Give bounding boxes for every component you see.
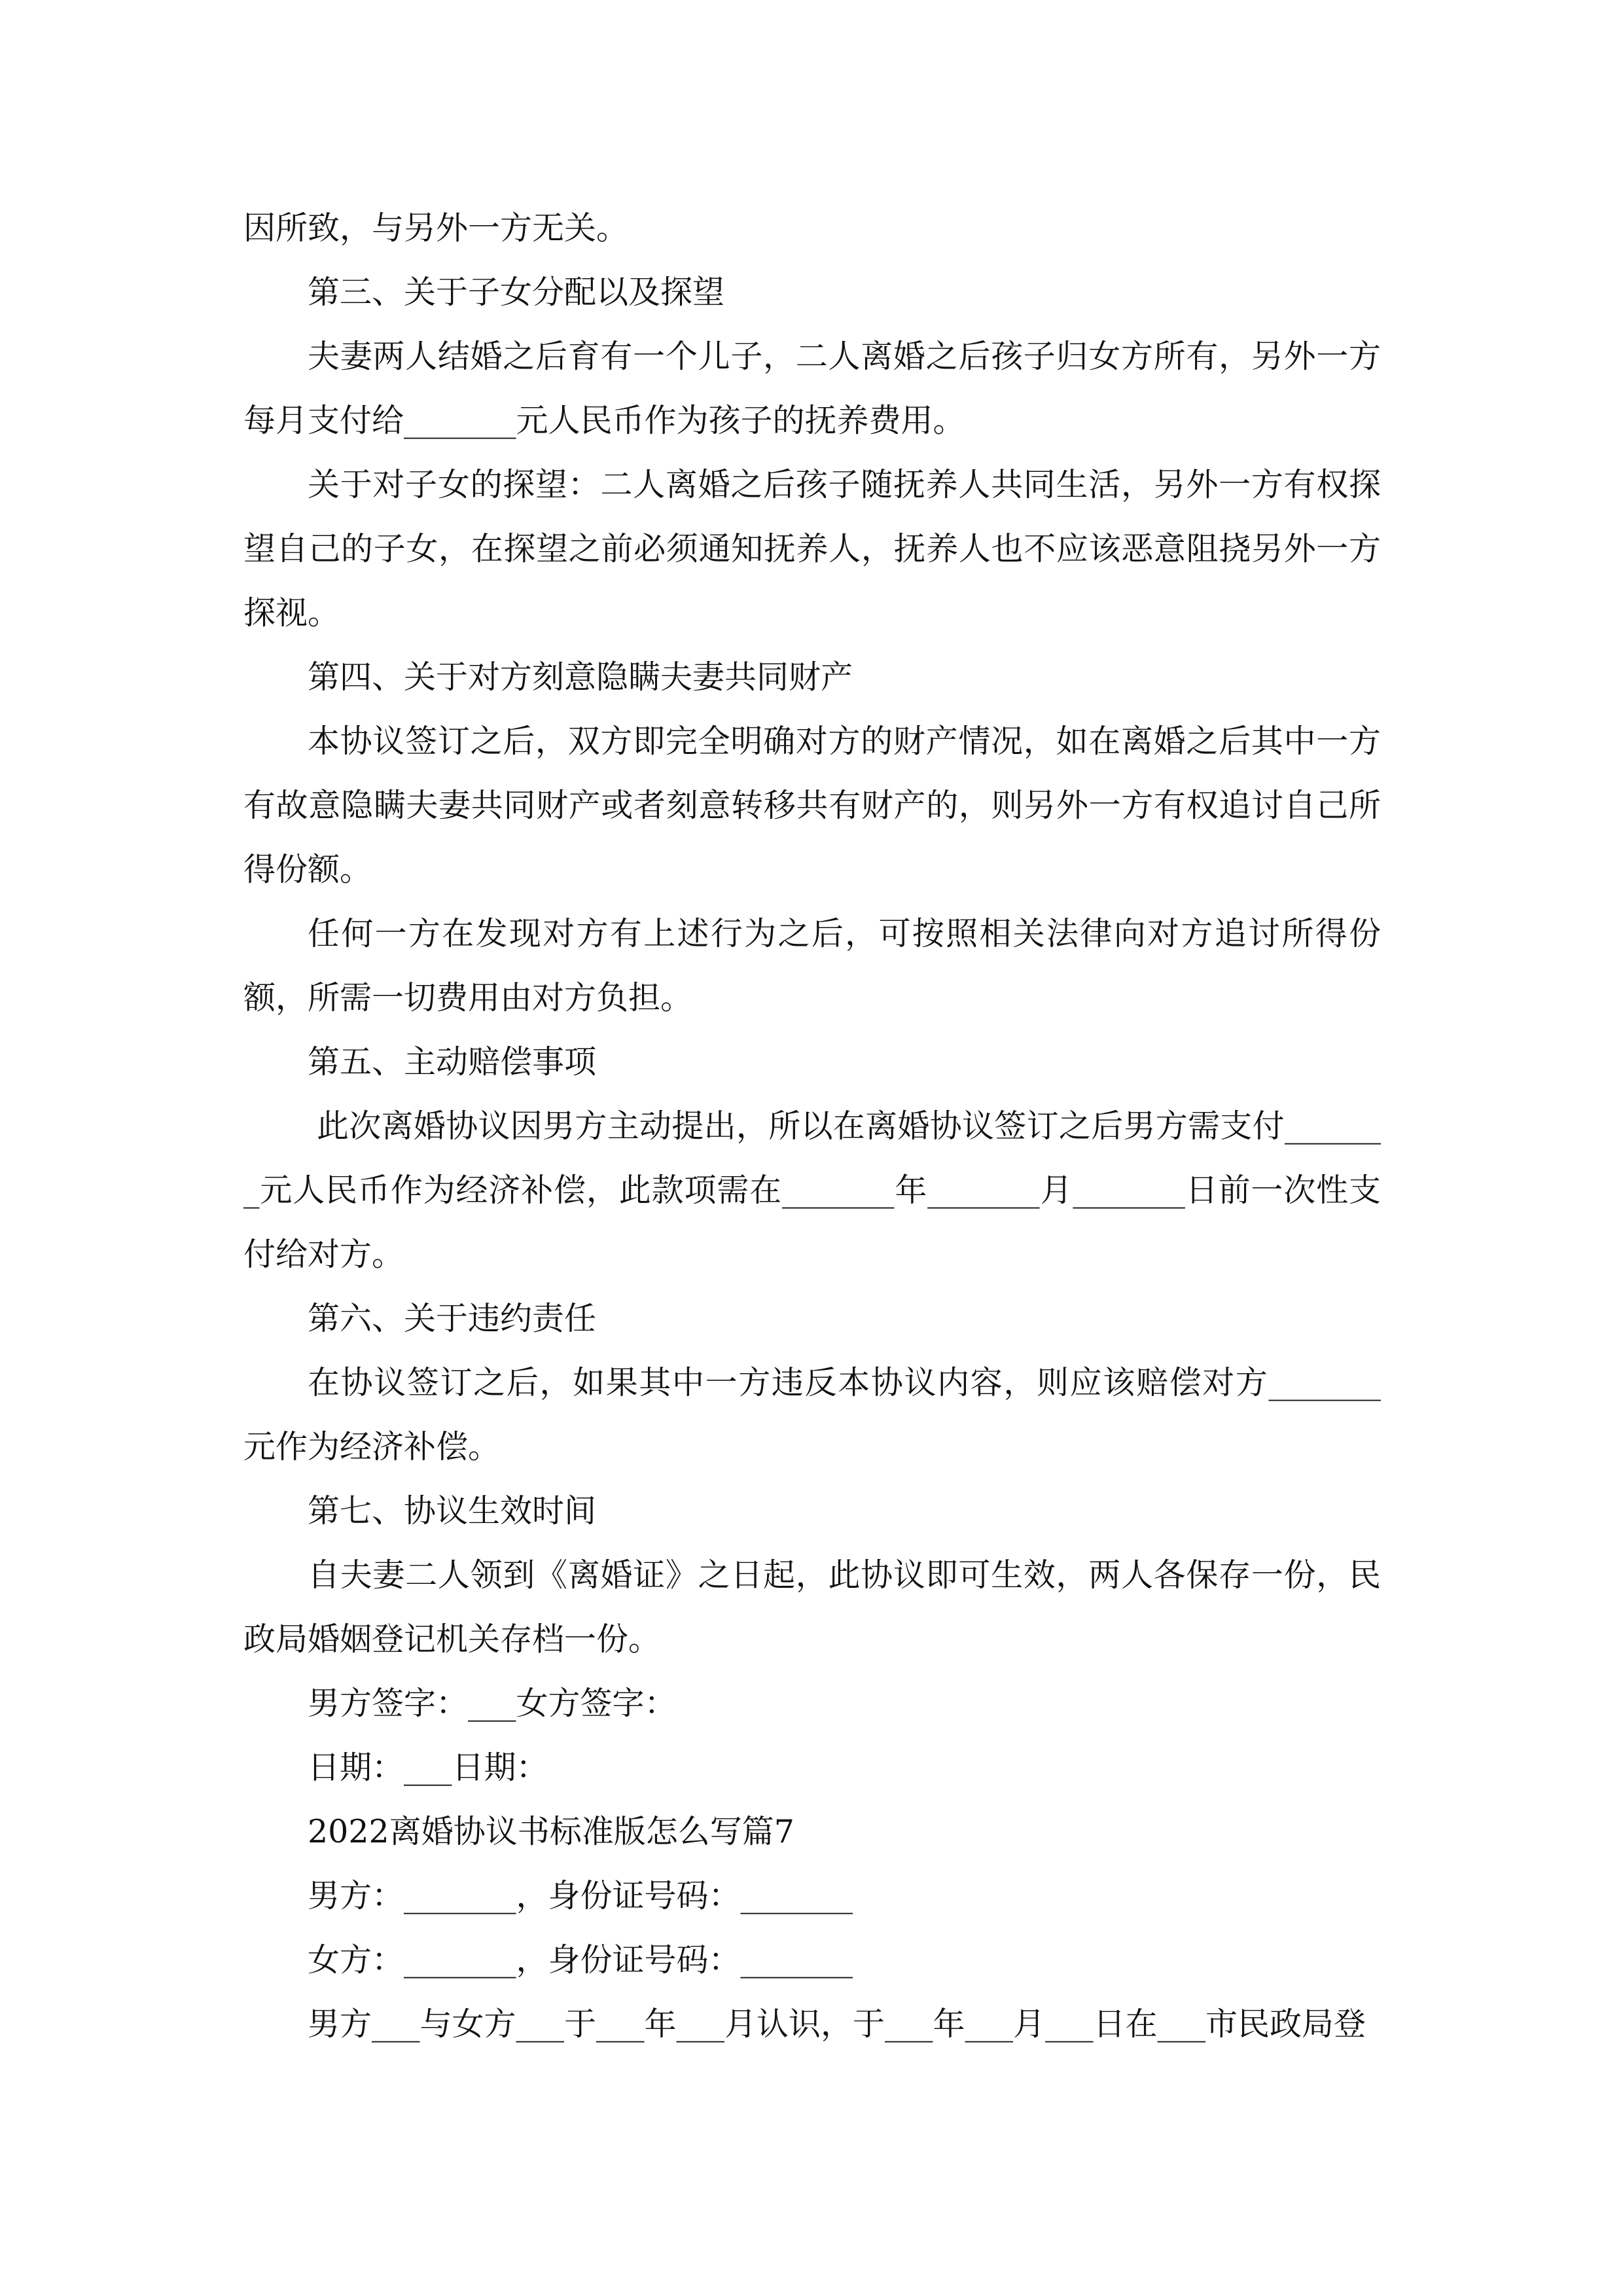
date-line: 日期：___日期： [308,1749,548,1786]
section-heading-3: 第三、关于子女分配以及探望 [308,274,725,311]
section-heading-6: 第六、关于违约责任 [308,1300,597,1337]
paragraph-child-visitation: 关于对子女的探望：二人离婚之后孩子随抚养人共同生活，另外一方有权探望自己的子女，在探望之前必须通知抚养人，抚养人也不应该恶意阻挠另外一方探视。 [243,466,1381,632]
signature-line: 男方签字：___女方签字： [308,1685,677,1722]
paragraph-child-custody: 夫妻两人结婚之后育有一个儿子，二人离婚之后孩子归女方所有，另外一方每月支付给_______元人民币作为孩子的抚养费用。 [243,338,1381,439]
female-party-line: 女方：_______，身份证号码：_______ [308,1941,853,1979]
paragraph-continuation: 因所致，与另外一方无关。 [243,209,629,247]
paragraph-hidden-property: 本协议签订之后，双方即完全明确对方的财产情况，如在离婚之后其中一方有故意隐瞒夫妻共同财产或者刻意转移共有财产的，则另外一方有权追讨自己所得份额。 [243,723,1381,888]
male-party-line: 男方：_______，身份证号码：_______ [308,1877,853,1914]
section-heading-7: 第七、协议生效时间 [308,1492,597,1530]
paragraph-effective-date: 自夫妻二人领到《离婚证》之日起，此协议即可生效，两人各保存一份，民政局婚姻登记机关存档一份。 [243,1556,1381,1658]
article-title: 2022离婚协议书标准版怎么写篇7 [308,1813,794,1850]
paragraph-marriage-registration: 男方___与女方___于___年___月认识，于___年___月___日在___市民政局登 [308,2005,1366,2043]
paragraph-compensation: 此次离婚协议因男方主动提出，所以在离婚协议签订之后男方需支付_______元人民币作为经济补偿，此款项需在_______年_______月_______日前一次性支付给对方。 [243,1107,1381,1273]
document-body [243,196,1381,2056]
section-heading-5: 第五、主动赔偿事项 [308,1043,597,1081]
section-heading-4: 第四、关于对方刻意隐瞒夫妻共同财产 [308,658,853,696]
paragraph-recovery-costs: 任何一方在发现对方有上述行为之后，可按照相关法律向对方追讨所得份额，所需一切费用由对方负担。 [243,915,1381,1016]
paragraph-breach: 在协议签订之后，如果其中一方违反本协议内容，则应该赔偿对方_______元作为经济补偿。 [243,1364,1381,1465]
